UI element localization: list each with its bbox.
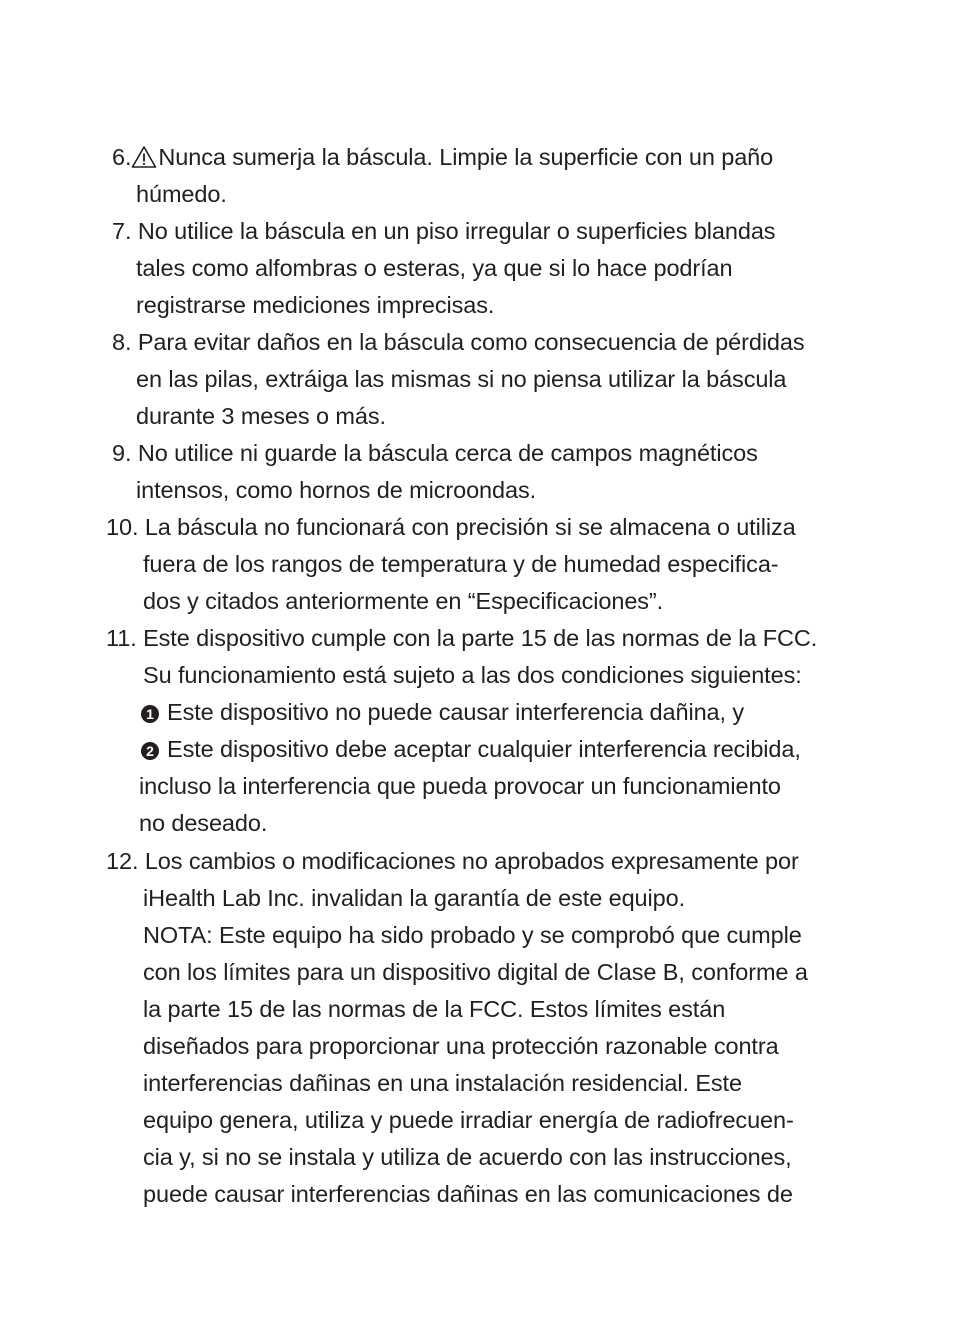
note-line-3: la parte 15 de las normas de la FCC. Estos límites están [143,996,726,1022]
item-9-line-1 [112,438,758,468]
item-number: 6. [112,144,132,170]
note-line-8: puede causar interferencias dañinas en las comunicaciones de [143,1181,793,1207]
item-number: 11. [106,625,137,651]
item-10-line-3: dos y citados anteriormente en “Especificaciones”. [143,588,664,614]
item-10-line-2: fuera de los rangos de temperatura y de humedad especifica- [143,551,779,577]
item-text: La báscula no funcionará con precisión si se almacena o utiliza [144,514,796,540]
item-12-line-2: iHealth Lab Inc. invalidan la garantía de este equipo. [143,885,686,911]
item-number: 8. [112,329,132,355]
item-8-line-2: en las pilas, extráiga las mismas si no piensa utilizar la báscula [136,366,787,392]
item-11-tail-1: incluso la interferencia que pueda provocar un funcionamiento [139,773,781,799]
item-8-line-1 [112,327,805,357]
item-text: No utilice la báscula en un piso irregular o superficies blandas [137,218,776,244]
item-9-line-2: intensos, como hornos de microondas. [136,477,537,503]
number-1-bullet-icon: 1 [141,705,159,723]
note-line-4: diseñados para proporcionar una protección razonable contra [143,1033,779,1059]
item-text: Nunca sumerja la báscula. Limpie la superficie con un paño [158,144,774,170]
note-line-5: interferencias dañinas en una instalación residencial. Este [143,1070,742,1096]
item-number: 7. [112,218,132,244]
item-10-line-1 [106,512,796,542]
item-number: 10. [106,514,139,540]
note-line-7: cia y, si no se instala y utiliza de acuerdo con las instrucciones, [143,1144,792,1170]
number-2-bullet-icon: 2 [141,742,159,760]
warning-icon [131,145,157,176]
note-line-1: NOTA: Este equipo ha sido probado y se comprobó que cumple [143,922,802,948]
condition-2 [141,734,801,764]
item-text: Este dispositivo cumple con la parte 15 de las normas de la FCC. [143,625,818,651]
item-number: 9. [112,440,132,466]
condition-1 [141,697,744,727]
item-text: Los cambios o modificaciones no aprobados expresamente por [144,848,799,874]
item-6-line-2: húmedo. [136,181,227,207]
item-11-line-2: Su funcionamiento está sujeto a las dos condiciones siguientes: [143,662,802,688]
item-11-tail-2: no deseado. [139,810,268,836]
condition-text: Este dispositivo no puede causar interferencia dañina, y [167,699,745,725]
item-7-line-3: registrarse mediciones imprecisas. [136,292,495,318]
item-text: No utilice ni guarde la báscula cerca de campos magnéticos [137,440,758,466]
note-line-2: con los límites para un dispositivo digital de Clase B, conforme a [143,959,808,985]
item-8-line-3: durante 3 meses o más. [136,403,386,429]
item-7-line-2: tales como alfombras o esteras, ya que si lo hace podrían [136,255,733,281]
condition-text: Este dispositivo debe aceptar cualquier interferencia recibida, [167,736,801,762]
item-number: 12. [106,848,139,874]
item-6-line-1 [112,142,773,176]
item-11-line-1 [106,623,817,653]
item-12-line-1 [106,846,799,876]
note-line-6: equipo genera, utiliza y puede irradiar energía de radiofrecuen- [143,1107,794,1133]
item-7-line-1 [112,216,775,246]
item-text: Para evitar daños en la báscula como consecuencia de pérdidas [137,329,805,355]
